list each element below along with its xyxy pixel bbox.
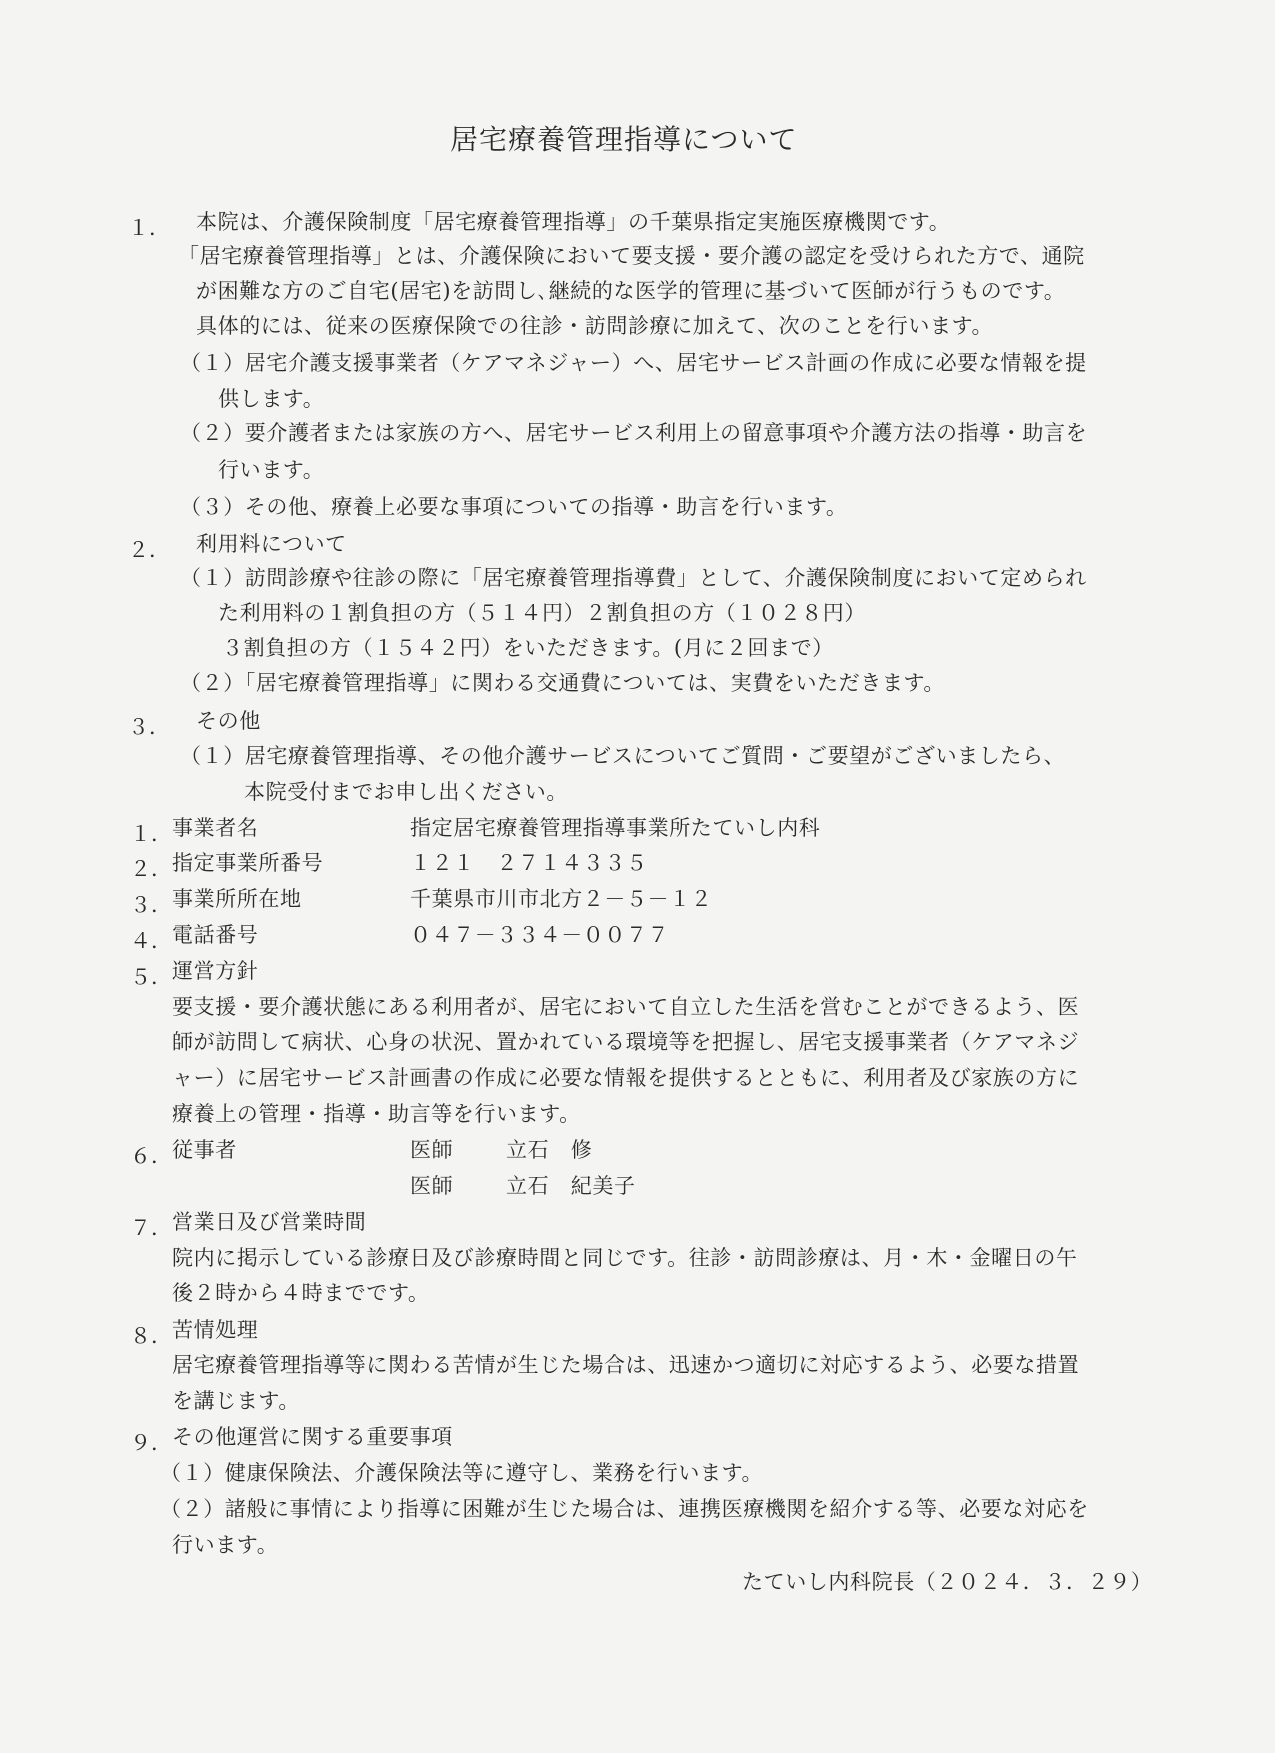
info-4-number: ４． — [130, 929, 172, 953]
page-title: 居宅療養管理指導について — [450, 123, 798, 156]
info-1-label: 事業者名 — [172, 816, 259, 840]
info-1-number: １． — [130, 822, 172, 846]
section-2-item-1-cont: ３割負担の方（１５４２円）をいただきます。(月に２回まで） — [222, 636, 834, 660]
info-3-label: 事業所所在地 — [172, 887, 302, 911]
section-1-item-1: （１）居宅介護支援事業者（ケアマネジャー）へ、居宅サービス計画の作成に必要な情報を提 — [180, 351, 1087, 375]
info-9-item-1: （１）健康保険法、介護保険法等に遵守し、業務を行います。 — [160, 1461, 764, 1485]
info-9-number: ９． — [130, 1431, 172, 1455]
section-3-item-1-cont: 本院受付までお申し出ください。 — [244, 780, 568, 804]
section-1-number: １． — [128, 216, 170, 240]
info-3-number: ３． — [130, 893, 172, 917]
info-2-number: ２． — [130, 857, 172, 881]
info-5-label: 運営方針 — [172, 959, 259, 983]
phone-value: ０４７－３３４－００７７ — [410, 923, 670, 947]
policy-paragraph-line: ャー）に居宅サービス計画書の作成に必要な情報を提供するとともに、利用者及び家族の方に — [172, 1066, 1080, 1090]
section-3-number: ３． — [128, 715, 170, 739]
info-2-label: 指定事業所番号 — [172, 851, 324, 875]
section-2-item-1-cont: た利用料の１割負担の方（５１４円）２割負担の方（１０２８円） — [218, 601, 866, 625]
info-9-item-2-cont: 行います。 — [172, 1533, 279, 1557]
info-8-number: ８． — [130, 1324, 172, 1348]
business-name-value: 指定居宅療養管理指導事業所たていし内科 — [410, 816, 821, 840]
info-7-number: ７． — [130, 1216, 172, 1240]
staff-1-name: 立石 修 — [506, 1138, 593, 1162]
info-5-number: ５． — [130, 965, 172, 989]
section-3-heading: その他 — [196, 709, 261, 733]
complaint-paragraph-line: 居宅療養管理指導等に関わる苦情が生じた場合は、迅速かつ適切に対応するよう、必要な措置 — [172, 1353, 1080, 1377]
section-1-heading: 本院は、介護保険制度「居宅療養管理指導」の千葉県指定実施医療機関です。 — [196, 210, 951, 234]
policy-paragraph-line: 療養上の管理・指導・助言等を行います。 — [172, 1102, 581, 1126]
section-1-paragraph-line: 具体的には、従来の医療保険での往診・訪問診療に加えて、次のことを行います。 — [196, 314, 994, 338]
info-6-number: ６． — [130, 1144, 172, 1168]
policy-paragraph-line: 要支援・要介護状態にある利用者が、居宅において自立した生活を営むことができるよう、医 — [172, 995, 1080, 1019]
section-1-item-1-cont: 供します。 — [218, 387, 325, 411]
section-1-paragraph-line: 「居宅療養管理指導」とは、介護保険において要支援・要介護の認定を受けられた方で、通院 — [178, 244, 1085, 268]
section-1-item-2-cont: 行います。 — [218, 458, 325, 482]
section-2-number: ２． — [128, 538, 170, 562]
address-value: 千葉県市川市北方２－５－１２ — [410, 887, 713, 911]
info-9-label: その他運営に関する重要事項 — [172, 1425, 453, 1449]
section-1-item-3: （３）その他、療養上必要な事項についての指導・助言を行います。 — [180, 495, 848, 519]
staff-1-role: 医師 — [410, 1138, 454, 1162]
signature-line: たていし内科院長（２０２４．３．２９） — [742, 1570, 1153, 1594]
info-7-label: 営業日及び営業時間 — [172, 1210, 367, 1234]
info-6-label: 従事者 — [172, 1138, 237, 1162]
section-1-item-2: （２）要介護者または家族の方へ、居宅サービス利用上の留意事項や介護方法の指導・助言を — [180, 421, 1088, 445]
info-4-label: 電話番号 — [172, 923, 259, 947]
policy-paragraph-line: 師が訪問して病状、心身の状況、置かれている環境等を把握し、居宅支援事業者（ケアマネジ — [172, 1030, 1080, 1054]
complaint-paragraph-line: を講じます。 — [172, 1389, 300, 1413]
staff-2-role: 医師 — [410, 1174, 454, 1198]
hours-paragraph-line: 後２時から４時までです。 — [172, 1281, 430, 1305]
section-2-item-2: （２）「居宅療養管理指導」に関わる交通費については、実費をいただきます。 — [180, 671, 945, 695]
section-2-item-1: （１）訪問診療や往診の際に「居宅療養管理指導費」として、介護保険制度において定められ — [180, 566, 1087, 590]
section-1-paragraph-line: が困難な方のご自宅(居宅)を訪問し､継続的な医学的管理に基づいて医師が行うものです。 — [196, 279, 1066, 303]
info-8-label: 苦情処理 — [172, 1318, 259, 1342]
section-2-heading: 利用料について — [196, 532, 347, 556]
info-9-item-2: （２）諸般に事情により指導に困難が生じた場合は、連携医療機関を紹介する等、必要な対応を — [160, 1497, 1089, 1521]
hours-paragraph-line: 院内に掲示している診療日及び診療時間と同じです。往診・訪問診療は、月・木・金曜日の午 — [172, 1246, 1078, 1270]
section-3-item-1: （１）居宅療養管理指導、その他介護サービスについてご質問・ご要望がございましたら、 — [180, 744, 1066, 768]
staff-2-name: 立石 紀美子 — [506, 1174, 636, 1198]
office-number-value: １２１ ２７１４３３５ — [410, 851, 648, 875]
